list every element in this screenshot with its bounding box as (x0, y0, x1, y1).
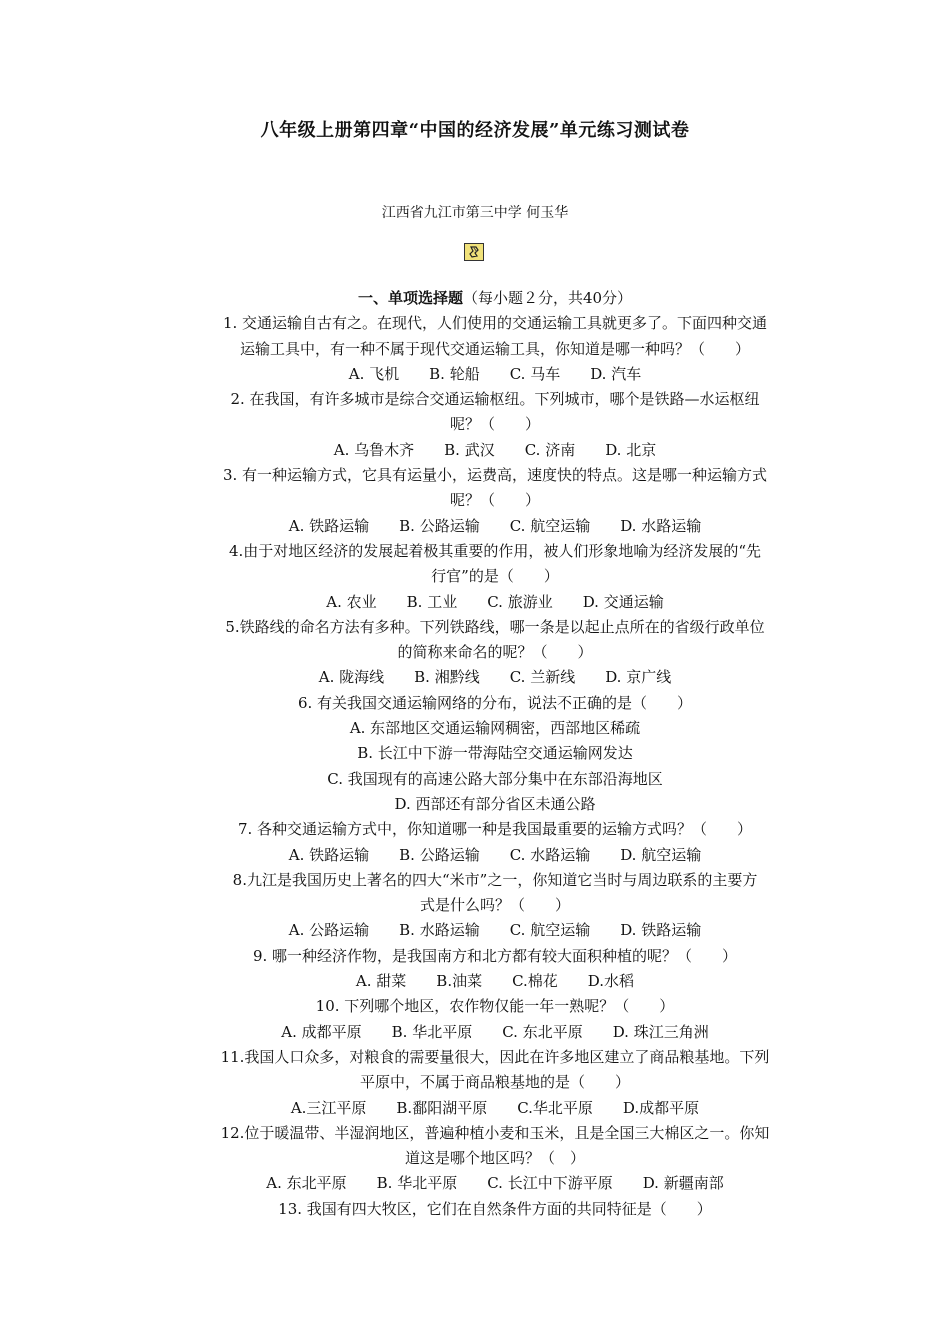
question-line: 10. 下列哪个地区，农作物仅能一年一熟呢？（ ） (315, 997, 675, 1016)
question-line: 呢？（ ） (449, 491, 540, 510)
question-line: 呢？（ ） (449, 415, 540, 434)
answer-options: A. 东北平原 B. 华北平原 C. 长江中下游平原 D. 新疆南部 (266, 1174, 724, 1193)
question-line: 道这是哪个地区吗？（ ） (404, 1149, 585, 1168)
answer-options: A.三江平原 B.鄱阳湖平原 C.华北平原 D.成都平原 (290, 1098, 700, 1117)
question-line: 2. 在我国，有许多城市是综合交通运输枢纽。下列城市，哪个是铁路—水运枢纽 (230, 390, 760, 409)
question-line: 的简称来命名的呢？（ ） (397, 643, 593, 662)
embedded-object-icon[interactable] (464, 243, 484, 261)
answer-options: A. 农业 B. 工业 C. 旅游业 D. 交通运输 (326, 592, 664, 611)
question-line: 3. 有一种运输方式，它具有运量小，运费高，速度快的特点。这是哪一种运输方式 (222, 466, 768, 485)
answer-options: A. 飞机 B. 轮船 C. 马车 D. 汽车 (348, 364, 642, 383)
section-heading (192, 286, 798, 311)
question-line: 平原中，不属于商品粮基地的是（ ） (359, 1073, 630, 1092)
question-line: 5.铁路线的命名方法有多种。下列铁路线，哪一条是以起止点所在的省级行政单位 (225, 617, 765, 636)
question-line: 1. 交通运输自古有之。在现代，人们使用的交通运输工具就更多了。下面四种交通 (222, 314, 768, 333)
section-heading-title: 一、单项选择题 (357, 289, 463, 307)
answer-options: A. 乌鲁木齐 B. 武汉 C. 济南 D. 北京 (333, 440, 657, 459)
question-line: 行官”的是（ ） (431, 567, 559, 586)
question-line: 4.由于对地区经济的发展起着极其重要的作用，被人们形象地喻为经济发展的“先 (229, 541, 761, 560)
document-author: 江西省九江市第三中学 何玉华 (381, 205, 569, 221)
section-heading-note: （每小题２分，共40分） (462, 289, 633, 307)
answer-options: A. 陇海线 B. 湘黔线 C. 兰新线 D. 京广线 (318, 668, 672, 687)
answer-options: A. 成都平原 B. 华北平原 C. 东北平原 D. 珠江三角洲 (281, 1022, 709, 1041)
answer-options: A. 公路运输 B. 水路运输 C. 航空运输 D. 铁路运输 (288, 921, 702, 940)
question-list (192, 286, 798, 1222)
answer-option: A. 东部地区交通运输网稠密，西部地区稀疏 (349, 719, 641, 738)
question-line: 7. 各种交通运输方式中，你知道哪一种是我国最重要的运输方式吗？（ ） (237, 820, 753, 839)
question-line: 式是什么吗？（ ） (419, 896, 570, 915)
answer-option: B. 长江中下游一带海陆空交通运输网发达 (357, 744, 633, 763)
question-line: 13. 我国有四大牧区，它们在自然条件方面的共同特征是（ ） (278, 1199, 712, 1218)
question-line: 运输工具中，有一种不属于现代交通运输工具，你知道是哪一种吗？（ ） (239, 339, 750, 358)
question-line: 6. 有关我国交通运输网络的分布，说法不正确的是（ ） (297, 693, 693, 712)
answer-option: D. 西部还有部分省区未通公路 (394, 794, 596, 813)
answer-options: A. 铁路运输 B. 公路运输 C. 水路运输 D. 航空运输 (288, 845, 702, 864)
question-line: 11.我国人口众多，对粮食的需要量很大，因此在许多地区建立了商品粮基地。下列 (220, 1047, 770, 1066)
answer-options: A. 铁路运输 B. 公路运输 C. 航空运输 D. 水路运输 (288, 516, 702, 535)
question-line: 9. 哪一种经济作物，是我国南方和北方都有较大面积种植的呢？（ ） (252, 946, 738, 965)
answer-options: A. 甜菜 B.油菜 C.棉花 D.水稻 (355, 972, 635, 991)
question-line: 12.位于暖温带、半湿润地区，普遍种植小麦和玉米，且是全国三大棉区之一。你知 (220, 1123, 770, 1142)
question-line: 8.九江是我国历史上著名的四大“米市”之一，你知道它当时与周边联系的主要方 (232, 870, 758, 889)
answer-option: C. 我国现有的高速公路大部分集中在东部沿海地区 (327, 769, 663, 788)
document-title: 八年级上册第四章“中国的经济发展”单元练习测试卷 (260, 120, 690, 141)
